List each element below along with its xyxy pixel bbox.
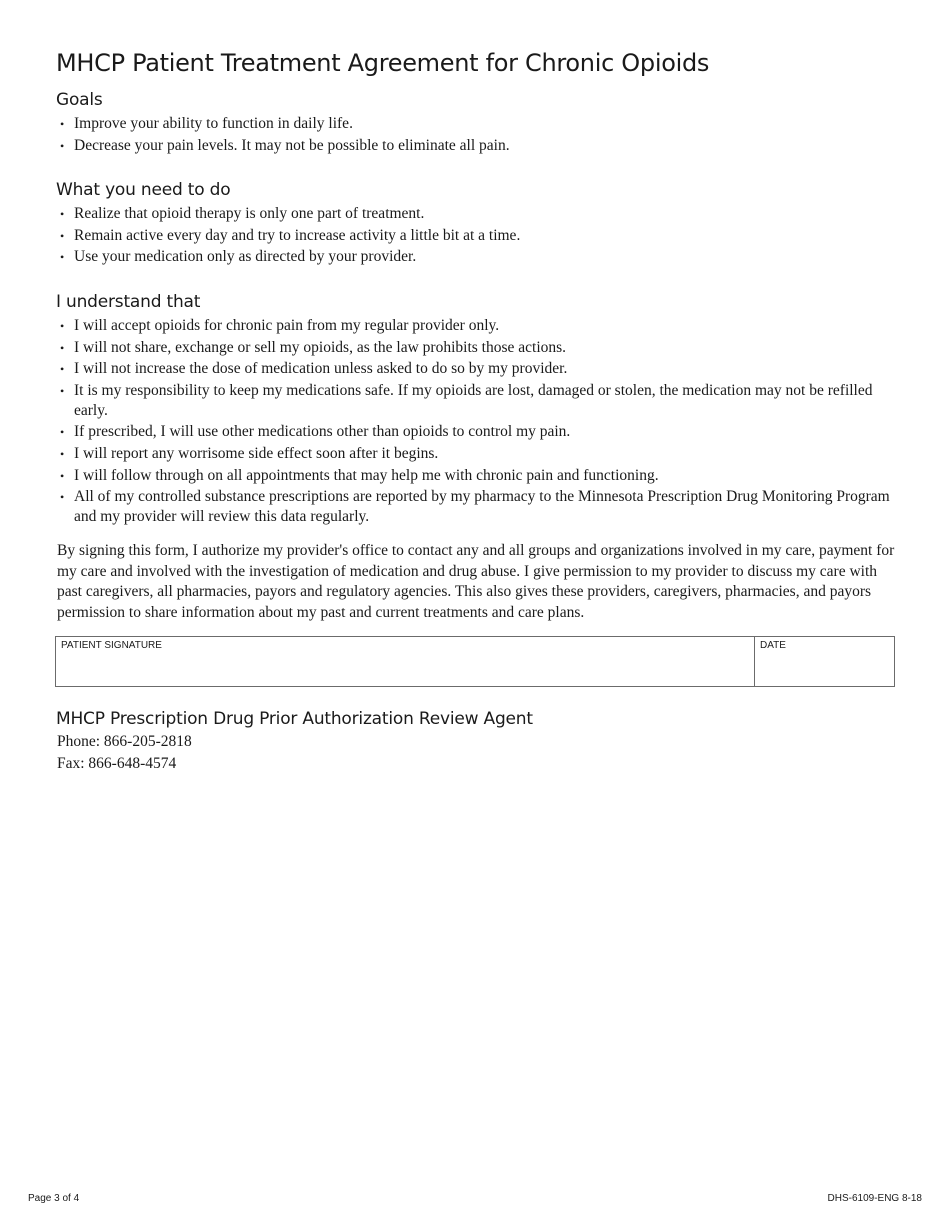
list-item: • I will not share, exchange or sell my opioids, as the law prohibits those actions. bbox=[56, 338, 896, 358]
list-item: • I will not increase the dose of medication unless asked to do so by my provider. bbox=[56, 359, 896, 379]
date-field[interactable] bbox=[755, 637, 894, 686]
consent-paragraph: By signing this form, I authorize my provider's office to contact any and all groups and organizations involved in my care, payment for my care and involved with the investigation of medication and drug abuse. I give permission to my provider to discuss my care with past caregivers, all pharmacies, payors and regulatory agencies. This also gives these providers, caregivers, pharmacies, and payors permission to share information about my past and current treatments and care plans. bbox=[57, 542, 895, 621]
page-title: MHCP Patient Treatment Agreement for Chronic Opioids bbox=[56, 49, 710, 77]
list-item: • It is my responsibility to keep my medications safe. If my opioids are lost, damaged or stolen, the medication may not be refilled early. bbox=[56, 381, 896, 421]
goals-heading: Goals bbox=[56, 90, 103, 110]
list-item: • Improve your ability to function in daily life. bbox=[56, 114, 896, 134]
form-id: DHS-6109-ENG 8-18 bbox=[827, 1193, 922, 1204]
list-item: • I will report any worrisome side effect soon after it begins. bbox=[56, 444, 896, 464]
page-number: Page 3 of 4 bbox=[28, 1193, 80, 1204]
fax-number: Fax: 866-648-4574 bbox=[57, 755, 177, 772]
list-item: • Decrease your pain levels. It may not be possible to eliminate all pain. bbox=[56, 136, 896, 156]
phone-number: Phone: 866-205-2818 bbox=[57, 733, 192, 750]
list-item: • Remain active every day and try to increase activity a little bit at a time. bbox=[56, 226, 896, 246]
list-item: • I will follow through on all appointments that may help me with chronic pain and functioning. bbox=[56, 466, 896, 486]
list-item: • I will accept opioids for chronic pain from my regular provider only. bbox=[56, 316, 896, 336]
understand-list bbox=[56, 316, 896, 529]
list-item: • All of my controlled substance prescriptions are reported by my pharmacy to the Minnesota Prescription Drug Monitoring Program and my provider will review this data regularly. bbox=[56, 487, 896, 527]
patient-signature-field[interactable] bbox=[56, 637, 755, 686]
signature-table bbox=[55, 636, 895, 687]
list-item: • If prescribed, I will use other medications other than opioids to control my pain. bbox=[56, 422, 896, 442]
review-agent-title: MHCP Prescription Drug Prior Authorization Review Agent bbox=[56, 709, 533, 729]
date-label: DATE bbox=[760, 640, 786, 651]
list-item: • Use your medication only as directed by your provider. bbox=[56, 247, 896, 267]
list-item: • Realize that opioid therapy is only one part of treatment. bbox=[56, 204, 896, 224]
what-to-do-list bbox=[56, 204, 896, 269]
what-to-do-heading: What you need to do bbox=[56, 180, 231, 200]
understand-heading: I understand that bbox=[56, 292, 201, 312]
goals-list bbox=[56, 114, 896, 157]
patient-signature-label: PATIENT SIGNATURE bbox=[61, 640, 162, 651]
